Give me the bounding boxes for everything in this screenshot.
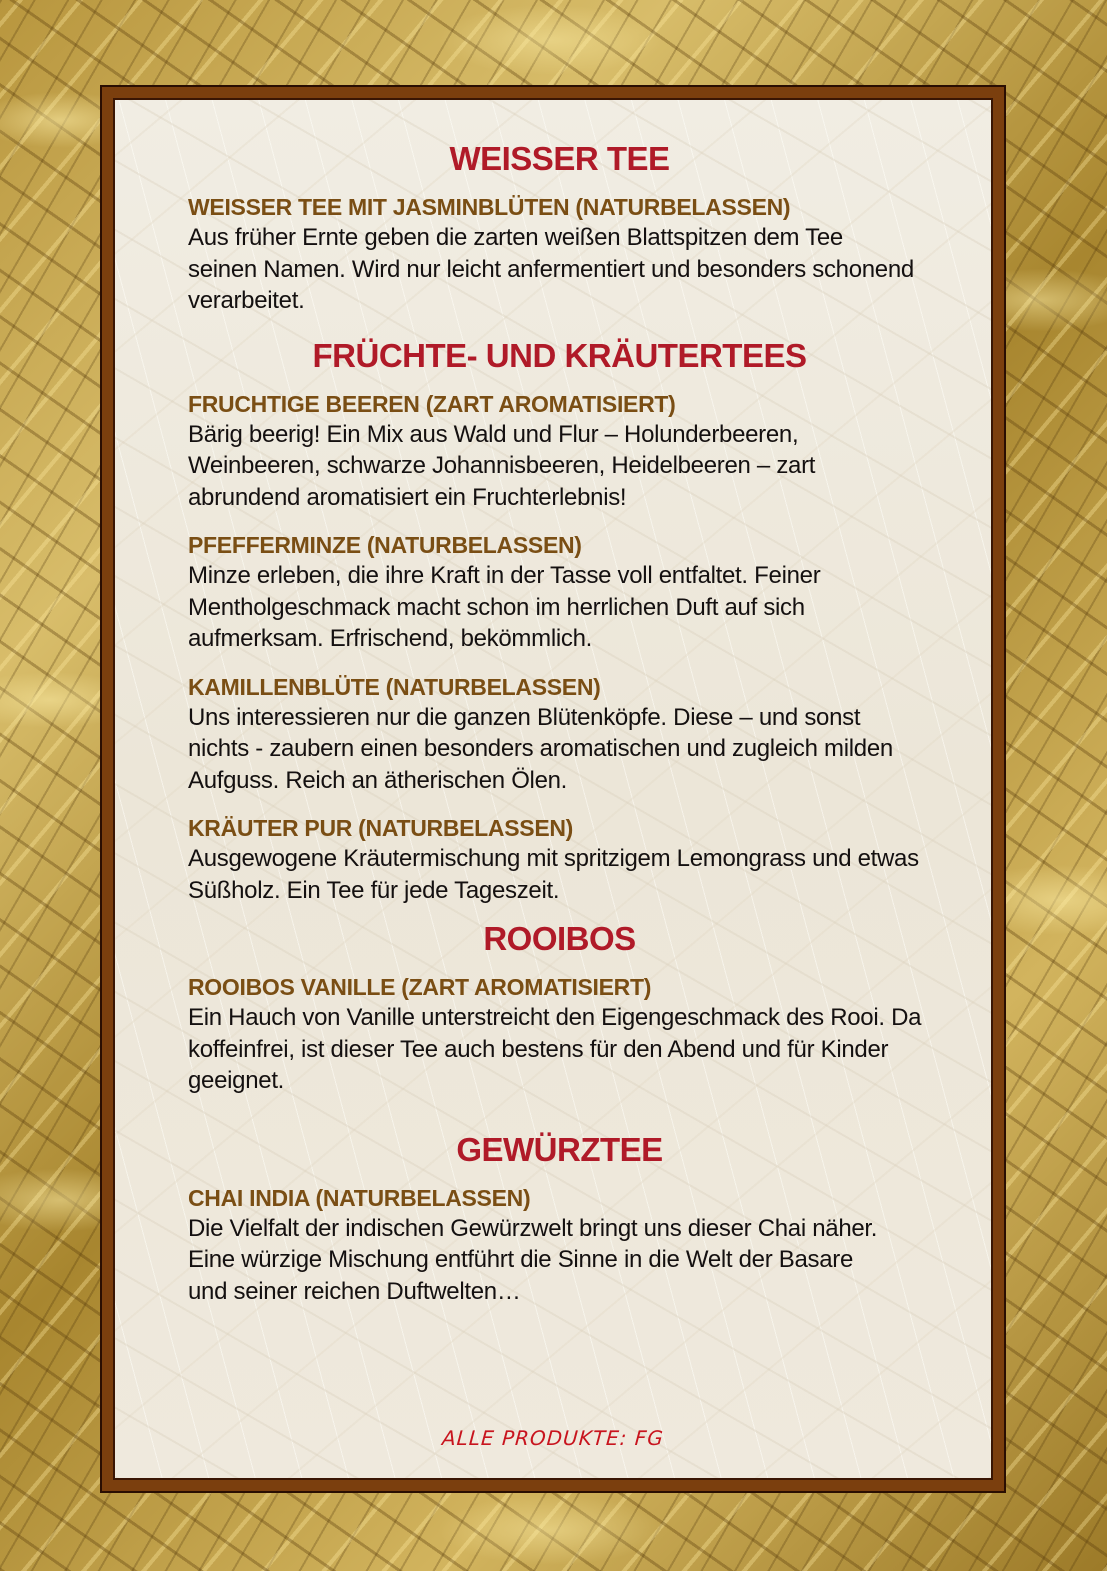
product-description: Die Vielfalt der indischen Gewürzwelt bringt uns dieser Chai näher. Eine würzige Mischung entführt die Sinne in die Welt der Basare und seiner reichen Duftwelten… <box>188 1214 878 1305</box>
product-name: KRÄUTER PUR (NATURBELASSEN) <box>188 815 574 841</box>
product-description: Minze erleben, die ihre Kraft in der Tasse voll entfaltet. Feiner Mentholgeschmack macht schon im herrlichen Duft auf sich aufmerksam. Erfrischend, bekömmlich. <box>188 562 821 652</box>
menu-frame <box>100 85 1006 1493</box>
product-description: Aus früher Ernte geben die zarten weißen Blattspitzen dem Tee seinen Namen. Wird nur leicht anfermentiert und besonders schonend verarbeitet. <box>188 224 914 314</box>
product-description: Uns interessieren nur die ganzen Blütenköpfe. Diese – und sonst nichts - zaubern einen besonders aromatischen und zugleich milden Aufguss. Reich an ätherischen Ölen. <box>188 703 893 794</box>
menu-panel <box>113 98 993 1480</box>
product-item <box>188 973 931 1097</box>
product-name: ROOIBOS VANILLE (ZART AROMATISIERT) <box>188 974 652 1000</box>
product-name: PFEFFERMINZE (NATURBELASSEN) <box>188 532 582 558</box>
section-title: ROOIBOS <box>483 920 636 957</box>
product-name: CHAI INDIA (NATURBELASSEN) <box>188 1184 531 1211</box>
section-weisser-tee <box>188 140 931 317</box>
product-item <box>188 1184 931 1308</box>
product-description: Ein Hauch von Vanille unterstreicht den Eigengeschmack des Rooi. Da koffeinfrei, ist dieser Tee auch bestens für den Abend und für Kinder geeignet. <box>188 1004 922 1094</box>
section-fruechte-kraeutertees <box>188 337 931 907</box>
section-title: WEISSER TEE <box>449 140 670 177</box>
product-name: WEISSER TEE MIT JASMINBLÜTEN (NATURBELASSEN) <box>188 194 791 220</box>
section-title: GEWÜRZTEE <box>456 1130 663 1168</box>
section-gewuerztee <box>188 1131 931 1308</box>
product-name: KAMILLENBLÜTE (NATURBELASSEN) <box>188 673 601 700</box>
section-title: FRÜCHTE- UND KRÄUTERTEES <box>312 336 807 374</box>
footer-note: ALLE PRODUKTE: FG <box>441 1426 665 1450</box>
product-item <box>188 673 931 797</box>
product-description: Ausgewogene Kräutermischung mit spritzigem Lemongrass und etwas Süßholz. Ein Tee für jede Tageszeit. <box>188 845 919 904</box>
section-rooibos <box>188 920 931 1097</box>
product-item <box>188 193 931 317</box>
product-description: Bärig beerig! Ein Mix aus Wald und Flur – Holunderbeeren, Weinbeeren, schwarze Johannisbeeren, Heidelbeeren – zart abrundend aromatisiert ein Fruchterlebnis! <box>188 420 816 511</box>
product-item <box>188 531 931 655</box>
product-item <box>188 390 931 514</box>
product-name: FRUCHTIGE BEEREN (ZART AROMATISIERT) <box>188 390 676 417</box>
product-item <box>188 814 931 906</box>
